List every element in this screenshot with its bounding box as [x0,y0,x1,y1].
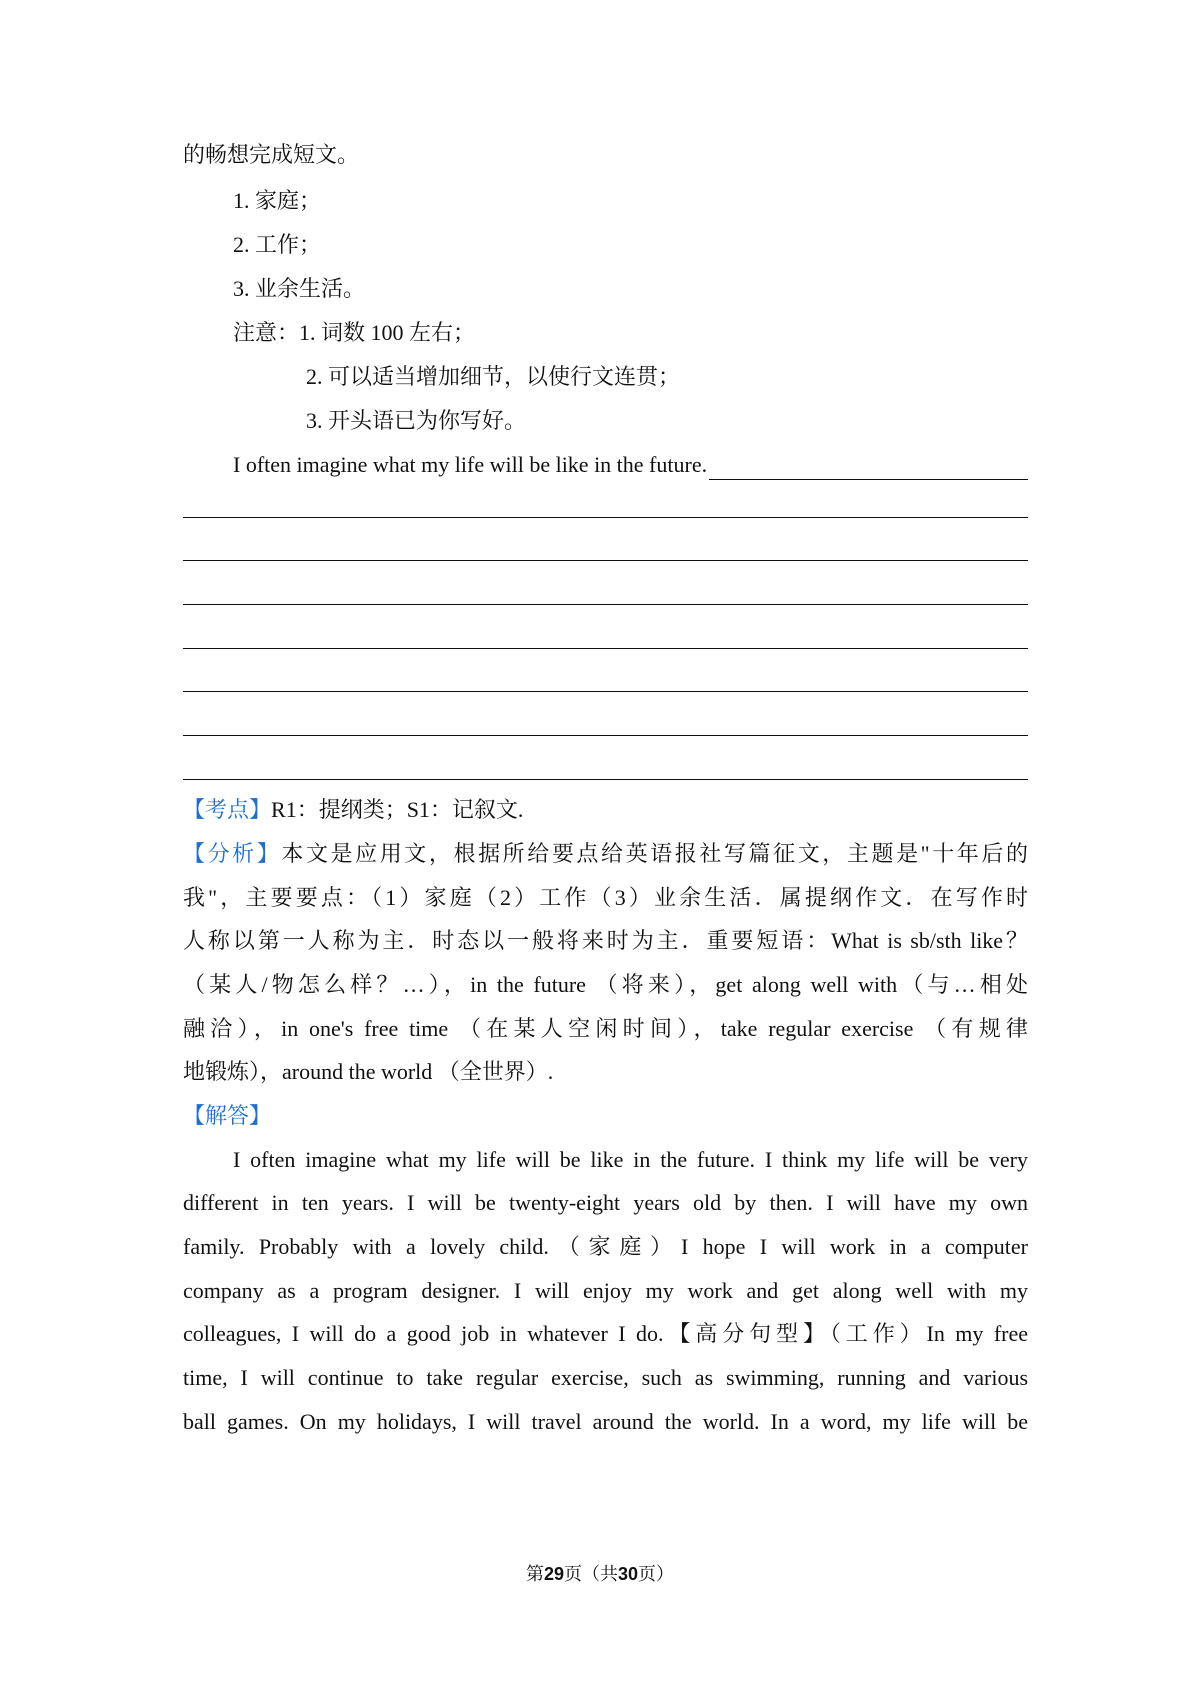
answer-line[interactable] [183,779,1028,780]
kaodian-text: R1：提纲类；S1：记叙文. [271,797,524,822]
footer-suffix: 页） [638,1564,675,1584]
footer-page-number: 29 [543,1564,564,1584]
kaodian-row [183,795,1028,825]
point-leisure: 3. 业余生活。 [233,276,366,301]
prompt-text: I often imagine what my life will be like in the future. [233,452,708,477]
fenxi-line: （某人/物怎么样？…），in the future （将来），get along well with（与…相处 [183,972,1028,997]
footer-middle: 页（共 [564,1564,618,1584]
note-3: 3. 开头语已为你写好。 [306,408,527,433]
footer-total-pages: 30 [618,1564,639,1584]
footer-prefix: 第 [525,1564,544,1584]
answer-blank[interactable] [709,457,1028,480]
fenxi-line: 融洽），in one's free time （在某人空闲时间），take regular exercise （有规律 [183,1016,1028,1041]
answer-line[interactable] [183,560,1028,561]
note-1: 1. 词数 100 左右； [299,320,476,345]
answer-line[interactable] [183,735,1028,736]
point-work: 2. 工作； [233,232,322,257]
fenxi-line: 我"，主要要点：（1）家庭（2）工作（3）业余生活．属提纲作文．在写作时 [183,885,1028,910]
fenxi-line: 地锻炼），around the world （全世界）. [183,1059,554,1084]
jieda-line: colleagues, I will do a good job in whatever I do.【高分句型】（工作）In my free [183,1321,1028,1346]
intro-tail: 的畅想完成短文。 [183,142,360,167]
answer-line[interactable] [183,648,1028,649]
fenxi-tag: 【分析】 [183,841,282,866]
jieda-tag: 【解答】 [183,1103,272,1128]
prompt-row [233,450,1028,480]
jieda-line: company as a program designer. I will enjoy my work and get along well with my [183,1278,1028,1303]
page-footer [0,1562,1200,1586]
fenxi-line [183,839,1028,869]
jieda-line: family. Probably with a lovely child.（家庭）I hope I will work in a computer [183,1234,1028,1259]
answer-line[interactable] [183,517,1028,518]
kaodian-tag: 【考点】 [183,797,272,822]
answer-line[interactable] [183,604,1028,605]
jieda-line: ball games. On my holidays, I will travel around the world. In a word, my life will be [183,1409,1028,1434]
notes-label: 注意： [233,320,300,345]
jieda-line: time, I will continue to take regular exercise, such as swimming, running and various [183,1365,1028,1390]
note-2: 2. 可以适当增加细节，以使行文连贯； [306,364,681,389]
jieda-line: I often imagine what my life will be like in the future. I think my life will be very [233,1147,1028,1172]
jieda-line: different in ten years. I will be twenty-eight years old by then. I will have my own [183,1190,1028,1215]
answer-line[interactable] [183,691,1028,692]
fenxi-text: 本文是应用文，根据所给要点给英语报社写篇征文，主题是"十年后的 [281,841,1028,866]
note-1-row [233,318,1028,348]
fenxi-line: 人称以第一人称为主．时态以一般将来时为主．重要短语：What is sb/sth like？ [183,928,1028,953]
point-family: 1. 家庭； [233,188,322,213]
